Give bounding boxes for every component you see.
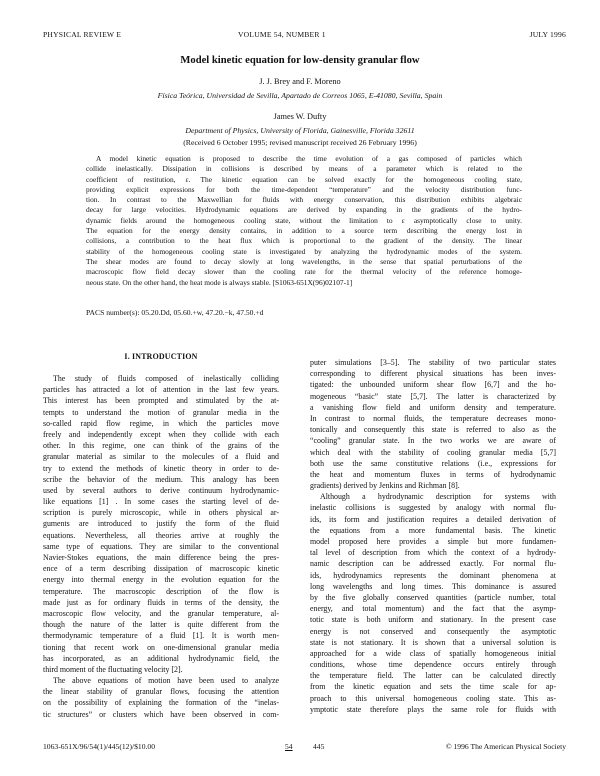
text-line: This interest has been prompted and stimulated by the at- — [43, 396, 279, 406]
text-line: puter simulations [3–5]. The stability of two particular states — [310, 358, 556, 367]
text-line: a vanishing flow field and uniform density and temperature. — [310, 402, 556, 412]
text-line: though the nature of the latter is quite different from the — [43, 620, 279, 630]
text-line: macroscopic flow velocity, and the granular temperature, al- — [43, 608, 279, 618]
text-line: scribe the behavior of the medium. This analogy has been — [43, 474, 279, 484]
received-dates: (Received 6 October 1995; revised manuscript received 26 February 1996) — [183, 138, 417, 147]
abstract-line: collide inelastically. Dissipation in collisions is described by means of a parameter which is related to the — [86, 164, 522, 174]
text-line: ids, hydrodynamics represents the dominant phenomena at — [310, 570, 556, 580]
text-line: The above equations of motion have been used to analyze — [53, 676, 279, 686]
text-line: Navier-Stokes equations, the main difference being the pres- — [43, 553, 279, 562]
text-line: which deal with the stability of cooling granular media [5,7] — [310, 447, 556, 457]
abstract-line: A model kinetic equation is proposed to describe the time evolution of a gas composed of particles which — [96, 154, 522, 163]
abstract-line: providing explicit expressions for both the time-dependent “temperature” and the velocity distribution func- — [86, 184, 522, 194]
text-line: same type of equations. They are similar to the conventional — [43, 541, 279, 551]
paper-title: Model kinetic equation for low-density granular flow — [180, 55, 420, 66]
text-line: energy is not conserved and consequently the asymptotic — [310, 626, 556, 636]
text-line: tal level of description from which the context of a hydrody- — [310, 548, 556, 558]
right-column-text — [310, 357, 556, 715]
text-line: model proposed here provides a simple but more fundamen- — [310, 537, 556, 546]
text-line: The study of fluids composed of inelastically colliding — [53, 374, 279, 383]
text-line: “cooling” granular state. In the two works we are aware of — [310, 436, 556, 446]
text-line: both use the same constitutive relations (i.e., expressions for — [310, 458, 556, 468]
issue-date: JULY 1996 — [529, 30, 566, 39]
volume-number: VOLUME 54, NUMBER 1 — [238, 30, 326, 39]
section-heading-introduction: I. INTRODUCTION — [124, 352, 198, 361]
text-line: has incorporated, as an additional hydrodynamic field, the — [43, 653, 279, 663]
text-line: tioning that recent work on one-dimensional granular media — [43, 642, 279, 652]
text-line: the linear stability of granular flows, focusing the attention — [43, 687, 279, 697]
text-line: scription is purely microscopic, while in others physical ar- — [43, 508, 279, 518]
abstract-line: tion. In contrast to the Maxwellian for fluids with energy conservation, this distribution exhibits algebraic — [86, 195, 522, 205]
author-dufty: James W. Dufty — [273, 112, 327, 121]
page-number: 445 — [313, 742, 325, 751]
text-line: particles has attracted a lot of attention in the last few years. — [43, 385, 279, 395]
footer-volume: 54 — [285, 742, 293, 751]
article-code: 1063-651X/96/54(1)/445(12)/$10.00 — [43, 742, 155, 751]
text-line: gradients) derived by Jenkins and Richman [8]. — [310, 481, 460, 491]
copyright: © 1996 The American Physical Society — [445, 742, 566, 751]
text-line: from the kinetic equation and sets the time scale for ap- — [310, 682, 556, 692]
running-header — [43, 30, 566, 42]
text-line: In contrast to normal fluids, the temperature decreases mono- — [310, 413, 556, 423]
text-line: like equations [1] . In some cases the starting level of de- — [43, 497, 279, 507]
text-line: try to extend the methods of kinetic theory in order to de- — [43, 463, 279, 473]
text-line: guments are introduced to justify the form of the fluid — [43, 519, 279, 529]
text-line: Although a hydrodynamic description for systems with — [320, 492, 556, 502]
text-line: made just as for ordinary fluids in terms of the density, the — [43, 597, 279, 607]
journal-name: PHYSICAL REVIEW E — [43, 30, 122, 39]
text-line: the heat and momentum fluxes in terms of hydrodynamic — [310, 469, 556, 479]
abstract-line: The equation for the energy density contains, in addition to a source term describing the energy lost in — [86, 226, 522, 236]
text-line: corresponding to different physical situations has been inves- — [310, 369, 556, 379]
text-line: other. In this regime, one can think of the grains of the — [43, 441, 279, 451]
text-line: ence of a term describing dissipation of macroscopic kinetic — [43, 564, 279, 574]
abstract-line: stability of the homogeneous cooling state is investigated by analyzing the hydrodynamic modes of the system. — [86, 246, 522, 256]
abstract-line: collisions, a contribution to the heat flux which is proportional to the gradient of the density. The linear — [86, 236, 522, 246]
text-line: so-called rapid flow regime, in which the particles move — [43, 418, 279, 428]
text-line: approached for a wide class of spatially homogeneous initial — [310, 648, 556, 658]
abstract-line: neous state. On the other hand, the heat mode is always stable. [S1063-651X(96)02107-1] — [86, 277, 353, 287]
affiliation-florida: Department of Physics, University of Florida, Gainesville, Florida 32611 — [185, 126, 415, 135]
text-line: long wavelengths and long times. This dominance is assured — [310, 581, 556, 591]
authors: J. J. Brey and F. Moreno — [259, 77, 341, 86]
abstract-line: dynamic fields around the homogeneous cooling state, without the limitation to ε asymptotically close to unity. — [86, 215, 522, 225]
abstract-line: decay for large velocities. Hydrodynamic equations are derived by expanding in the gradients of the hydro- — [86, 205, 522, 215]
text-line: mogeneous “basic” state [5,7]. The latter is characterized by — [310, 391, 556, 401]
text-line: ids, its form and justification requires a detailed derivation of — [310, 514, 556, 524]
text-line: tempts to understand the motion of granular media in the — [43, 407, 279, 417]
text-line: energy into thermal energy in the evolution equation for the — [43, 575, 279, 585]
text-line: granular material as similar to the molecules of a fluid and — [43, 452, 279, 462]
pacs-numbers: PACS number(s): 05.20.Dd, 05.60.+w, 47.20.−k, 47.50.+d — [86, 308, 264, 317]
text-line: ymptotic state therefore plays the same role for fluids with — [310, 704, 556, 714]
text-line: tigated: the unbounded uniform shear flow [6,7] and the ho- — [310, 380, 556, 390]
text-line: tic structures” or clusters which have been observed in com- — [43, 709, 279, 719]
text-line: inelastic collisions is suggested by analogy with normal flu- — [310, 503, 556, 513]
text-line: conditions, whose time dependence occurs entirely through — [310, 660, 556, 670]
text-line: equations. Nevertheless, all theories arrive at roughly the — [43, 530, 279, 540]
page-footer — [43, 742, 566, 754]
abstract-line: macroscopic flow field decay slower than the cooling rate for the thermal velocity of the reference homoge- — [86, 267, 522, 277]
text-line: state is not stationary. It is shown that a universal solution is — [310, 637, 556, 647]
text-line: energy, and total momentum) and the fact that the asymp- — [310, 604, 556, 614]
left-column-text — [43, 373, 279, 720]
text-line: proach to this universal homogeneous cooling state. This as- — [310, 693, 556, 703]
abstract — [86, 154, 522, 288]
abstract-line: coefficient of restitution, ε. The kinetic equation can be solved exactly for the homogeneous cooling state, — [86, 174, 522, 184]
text-line: the equations from a more fundamental basis. The kinetic — [310, 525, 556, 535]
text-line: the temperature field. The latter can be calculated directly — [310, 671, 556, 681]
text-line: used by several authors to derive continuum hydrodynamic- — [43, 485, 279, 495]
text-line: by the five globally conserved quantities (particle number, total — [310, 592, 556, 602]
text-line: namic description can be addressed exactly. For normal flu- — [310, 559, 556, 569]
text-line: temperature. The macroscopic description of the flow is — [43, 586, 279, 596]
text-line: thermodynamic temperature of a fluid [1]. It is worth men- — [43, 631, 279, 641]
text-line: tonically and consequently this state is referred to also as the — [310, 425, 556, 435]
text-line: third moment of the fluctuating velocity [2]. — [43, 664, 183, 674]
text-line: on the possibility of explaining the formation of the “inelas- — [43, 698, 279, 708]
text-line: totic state is both uniform and stationary. In the present case — [310, 615, 556, 625]
abstract-line: The shear modes are found to decay slowly at long wavelengths, in the sense that spatial perturbations of the — [86, 256, 522, 266]
text-line: freely and independently except when they collide with each — [43, 429, 279, 439]
affiliation-sevilla: Física Teórica, Universidad de Sevilla, Apartado de Correos 1065, E-41080, Sevilla, Spain — [157, 91, 443, 100]
